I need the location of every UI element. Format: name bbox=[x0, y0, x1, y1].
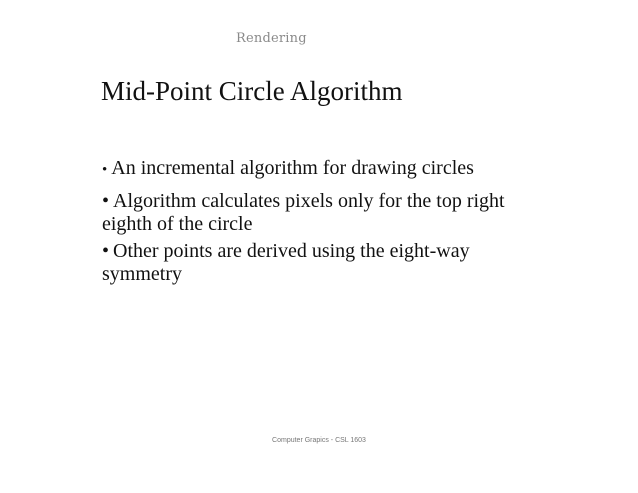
bullet-text: Other points are derived using the eight-way symmetry bbox=[102, 240, 470, 285]
bullet-icon: • bbox=[102, 240, 110, 262]
bullet-icon: • bbox=[102, 190, 110, 212]
bullet-icon: • bbox=[102, 162, 108, 178]
slide-title: Mid-Point Circle Algorithm bbox=[101, 76, 403, 106]
bullet-text: An incremental algorithm for drawing circles bbox=[111, 157, 474, 179]
bullet-list bbox=[102, 157, 542, 290]
bullet-item bbox=[102, 240, 542, 286]
bullet-item bbox=[102, 190, 542, 236]
slide-footer: Computer Grapics - CSL 1603 bbox=[272, 437, 366, 444]
bullet-text: Algorithm calculates pixels only for the top right eighth of the circle bbox=[102, 190, 505, 235]
section-header: Rendering bbox=[236, 31, 307, 46]
bullet-item bbox=[102, 157, 542, 182]
